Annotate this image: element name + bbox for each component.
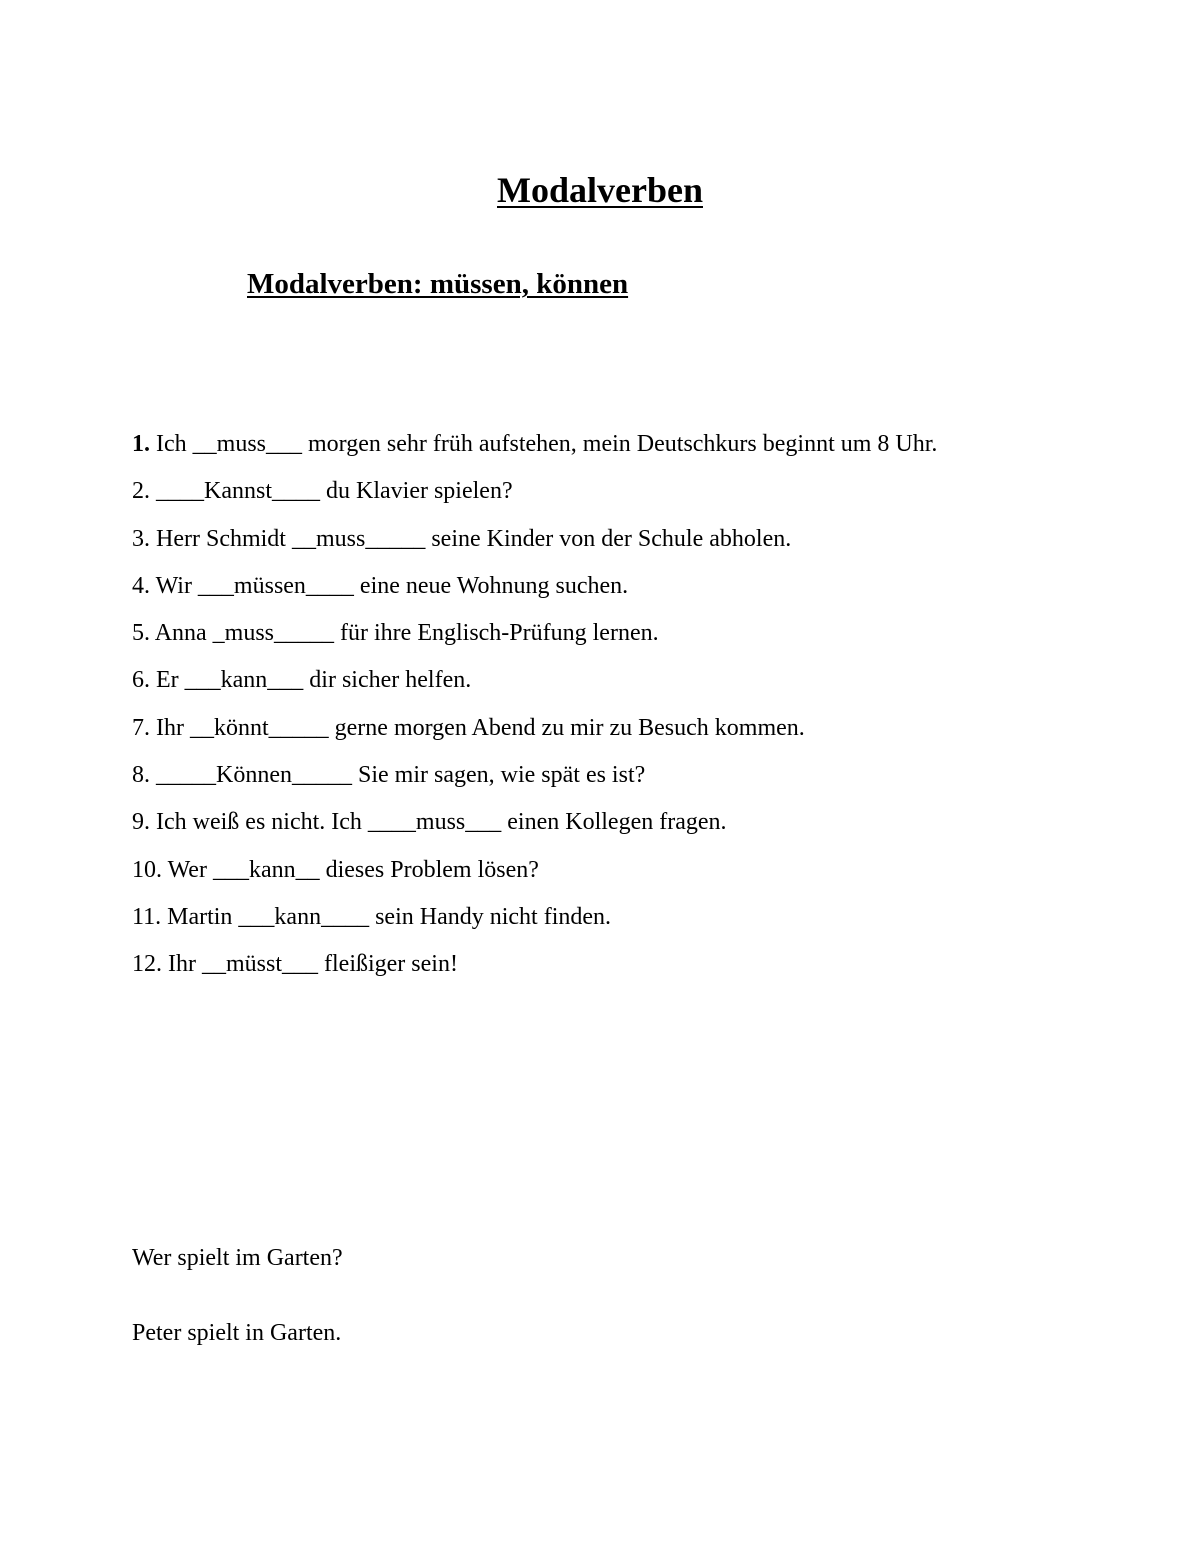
exercise-number: 1.: [132, 431, 150, 457]
exercise-item: [132, 941, 937, 988]
exercise-text: ____Kannst____ du Klavier spielen?: [156, 478, 513, 505]
exercise-number: 11.: [132, 903, 162, 930]
exercise-text: Herr Schmidt __muss_____ seine Kinder von der Schule abholen.: [156, 525, 792, 552]
exercise-number: 3.: [132, 525, 150, 552]
exercise-text: Martin ___kann____ sein Handy nicht finden.: [167, 903, 612, 930]
section-subtitle: Modalverben: müssen, können: [247, 268, 629, 300]
exercise-number: 7.: [132, 714, 150, 741]
exercise-number: 8.: [132, 762, 150, 789]
question-line: Wer spielt im Garten?: [132, 1245, 343, 1271]
exercise-item: [132, 752, 937, 799]
exercise-item: [132, 894, 937, 941]
exercise-number: 2.: [132, 478, 150, 505]
exercise-item: [132, 799, 937, 846]
exercise-item: [132, 468, 937, 515]
exercise-text: Ihr __müsst___ fleißiger sein!: [168, 951, 458, 978]
exercise-number: 6.: [132, 667, 150, 694]
exercise-text: _____Können_____ Sie mir sagen, wie spät es ist?: [156, 762, 646, 789]
exercise-text: Wer ___kann__ dieses Problem lösen?: [167, 856, 539, 883]
exercise-item: [132, 421, 937, 468]
exercise-item: [132, 847, 937, 894]
exercise-text: Ich weiß es nicht. Ich ____muss___ einen Kollegen fragen.: [156, 809, 727, 836]
exercise-item: [132, 516, 937, 563]
exercise-text: Anna _muss_____ für ihre Englisch-Prüfung lernen.: [154, 620, 659, 647]
exercise-text: Ich __muss___ morgen sehr früh aufstehen, mein Deutschkurs beginnt um 8 Uhr.: [156, 431, 938, 457]
page-title: Modalverben: [497, 170, 703, 210]
exercise-number: 4.: [132, 572, 150, 599]
exercise-text: Er ___kann___ dir sicher helfen.: [156, 667, 472, 694]
exercise-number: 12.: [132, 951, 162, 978]
exercise-item: [132, 657, 937, 704]
exercise-number: 5.: [132, 620, 150, 647]
exercise-text: Wir ___müssen____ eine neue Wohnung suchen.: [155, 572, 629, 599]
exercise-list: [132, 421, 937, 989]
exercise-item: [132, 563, 937, 610]
exercise-text: Ihr __könnt_____ gerne morgen Abend zu mir zu Besuch kommen.: [156, 714, 805, 741]
exercise-number: 9.: [132, 809, 150, 836]
exercise-item: [132, 610, 937, 657]
exercise-item: [132, 705, 937, 752]
answer-line: Peter spielt in Garten.: [132, 1320, 342, 1346]
exercise-number: 10.: [132, 856, 162, 883]
